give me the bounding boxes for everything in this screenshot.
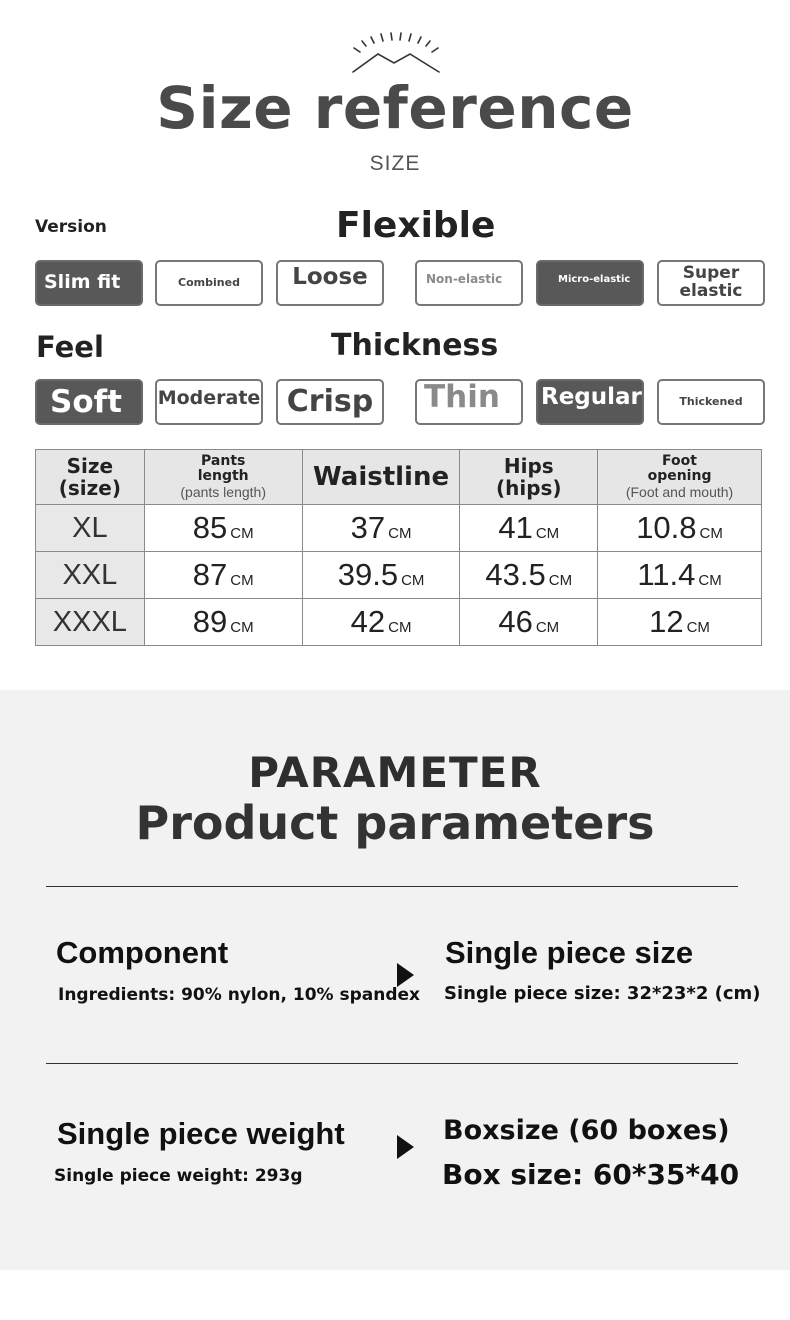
header-hips — [460, 450, 598, 505]
header-size-sub: (size) — [58, 476, 121, 500]
version-option-combined: Combined — [155, 260, 263, 306]
unit: CM — [388, 619, 412, 636]
value: 43.5 — [485, 557, 546, 592]
unit: CM — [686, 619, 710, 636]
feel-option-crisp: Crisp — [276, 379, 384, 425]
value: 11.4 — [637, 557, 696, 592]
foot-opening-cell — [598, 552, 762, 599]
size-table-header-row — [36, 450, 762, 505]
component-text: Ingredients: 90% nylon, 10% spandex — [58, 985, 421, 1005]
unit: CM — [535, 525, 560, 542]
flexible-option-non-elastic: Non-elastic — [415, 260, 523, 306]
unit: CM — [401, 572, 425, 589]
value: 42 — [350, 604, 386, 639]
parameters-heading: PARAMETER — [248, 748, 542, 797]
header-foot-opening-sub: (Foot and mouth) — [625, 483, 734, 500]
box-title: Boxsize (60 boxes) — [443, 1115, 730, 1146]
size-table — [35, 449, 762, 646]
value: 46 — [498, 604, 533, 639]
divider — [46, 1063, 738, 1064]
value: 85 — [192, 510, 228, 545]
version-label: Version — [35, 217, 107, 237]
thickness-option-regular: Regular — [536, 379, 644, 425]
component-title: Component — [56, 935, 229, 970]
value: 12 — [649, 604, 684, 639]
value: 10.8 — [636, 510, 697, 545]
waistline-cell — [302, 552, 460, 599]
thickness-option-thin: Thin — [415, 379, 523, 425]
header-pants-length — [144, 450, 302, 505]
value: 41 — [498, 510, 533, 545]
page-title: Size reference — [156, 74, 634, 142]
header-size-label: Size — [66, 454, 114, 478]
unit: CM — [548, 572, 573, 589]
piece-size-text: Single piece size: 32*23*2 (cm) — [444, 983, 761, 1004]
header-pants-length-sub: (pants length) — [180, 483, 266, 500]
page-subtitle: SIZE — [369, 152, 421, 175]
flexible-option-super-elastic: Super elastic — [657, 260, 765, 306]
version-option-loose: Loose — [276, 260, 384, 306]
pants-length-cell — [144, 599, 302, 646]
unit: CM — [699, 525, 723, 542]
sunrise-icon — [350, 30, 442, 76]
header-pants-length-label: Pants length — [197, 452, 249, 485]
header-foot-opening — [598, 450, 762, 505]
waistline-cell — [302, 599, 460, 646]
hips-cell — [460, 552, 598, 599]
pants-length-cell — [144, 505, 302, 552]
header-waistline-label: Waistline — [313, 461, 450, 492]
weight-text: Single piece weight: 293g — [54, 1166, 303, 1186]
unit: CM — [388, 525, 412, 542]
unit: CM — [535, 619, 560, 636]
flexible-option-micro-elastic: Micro-elastic — [536, 260, 644, 306]
hips-cell — [460, 599, 598, 646]
divider — [46, 886, 738, 887]
feel-option-soft: Soft — [35, 379, 143, 425]
value: 39.5 — [337, 557, 399, 592]
header-hips-label: Hips — [503, 454, 554, 478]
thickness-label: Thickness — [331, 328, 499, 363]
feel-option-moderate: Moderate — [155, 379, 263, 425]
header-waistline — [302, 450, 460, 505]
unit: CM — [230, 525, 254, 542]
pants-length-cell — [144, 552, 302, 599]
foot-opening-cell — [598, 599, 762, 646]
header-hips-sub: (hips) — [495, 476, 562, 500]
unit: CM — [230, 619, 254, 636]
value: 37 — [350, 510, 386, 545]
size-cell: XXXL — [36, 599, 145, 646]
thickness-option-thickened: Thickened — [657, 379, 765, 425]
foot-opening-cell — [598, 505, 762, 552]
parameters-subheading: Product parameters — [135, 796, 655, 850]
piece-size-title: Single piece size — [445, 935, 694, 970]
hips-cell — [460, 505, 598, 552]
table-row — [36, 505, 762, 552]
box-text: Box size: 60*35*40 — [442, 1158, 740, 1191]
arrow-right-icon — [397, 963, 414, 987]
version-option-slim-fit: Slim fit — [35, 260, 143, 306]
size-cell: XL — [36, 505, 145, 552]
table-row — [36, 599, 762, 646]
weight-title: Single piece weight — [57, 1116, 345, 1151]
header-size — [36, 450, 145, 505]
unit: CM — [230, 572, 254, 589]
flexible-label: Flexible — [336, 205, 496, 246]
value: 87 — [192, 557, 228, 592]
header-foot-opening-label: Foot opening — [647, 452, 712, 485]
table-row — [36, 552, 762, 599]
unit: CM — [698, 572, 722, 589]
feel-label: Feel — [36, 330, 104, 364]
waistline-cell — [302, 505, 460, 552]
value: 89 — [192, 604, 228, 639]
arrow-right-icon — [397, 1135, 414, 1159]
size-cell: XXL — [36, 552, 145, 599]
